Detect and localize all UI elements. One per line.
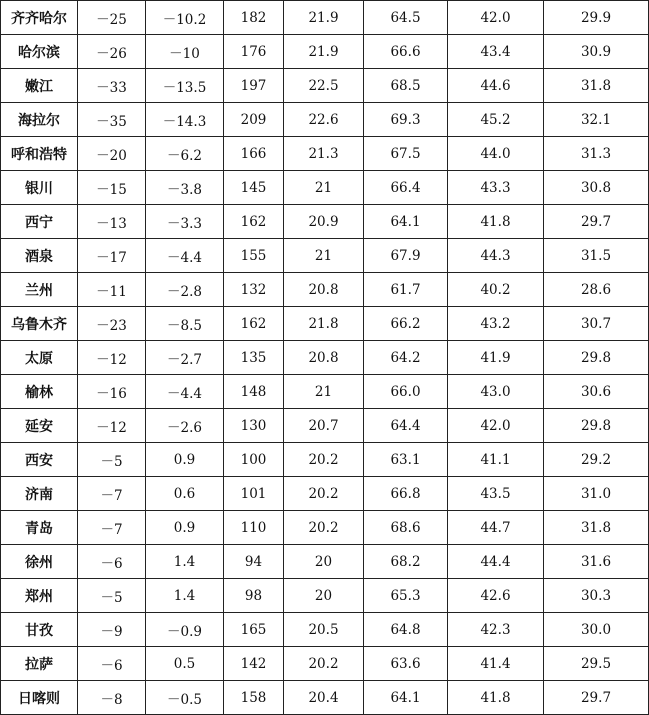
table-row [1,35,649,69]
value-cell: 43.4 [448,35,544,69]
table-body [1,1,649,715]
table-row [1,307,649,341]
value-cell: 100 [224,443,284,477]
value-cell: 20.2 [284,647,364,681]
value-cell: 31.5 [544,239,649,273]
value-cell: －5 [78,579,146,613]
value-cell: 20.8 [284,273,364,307]
city-name-cell: 酒泉 [1,239,78,273]
value-cell: 21 [284,375,364,409]
table-row [1,239,649,273]
value-cell: －8.5 [146,307,224,341]
value-cell: 31.3 [544,137,649,171]
value-cell: 42.0 [448,409,544,443]
table-row [1,579,649,613]
value-cell: 63.6 [364,647,448,681]
city-name-cell: 徐州 [1,545,78,579]
value-cell: 42.3 [448,613,544,647]
value-cell: 66.0 [364,375,448,409]
value-cell: 29.7 [544,205,649,239]
value-cell: 61.7 [364,273,448,307]
city-name-cell: 青岛 [1,511,78,545]
value-cell: 31.8 [544,69,649,103]
value-cell: －6 [78,647,146,681]
city-name-cell: 银川 [1,171,78,205]
value-cell: 21 [284,239,364,273]
value-cell: －13 [78,205,146,239]
value-cell: 31.6 [544,545,649,579]
city-name-cell: 太原 [1,341,78,375]
value-cell: 43.2 [448,307,544,341]
value-cell: 29.7 [544,681,649,715]
value-cell: －10.2 [146,1,224,35]
value-cell: 64.1 [364,681,448,715]
value-cell: 20.4 [284,681,364,715]
value-cell: 66.2 [364,307,448,341]
value-cell: 42.6 [448,579,544,613]
value-cell: 21.9 [284,1,364,35]
table-row [1,171,649,205]
value-cell: 44.0 [448,137,544,171]
value-cell: 41.8 [448,205,544,239]
value-cell: －13.5 [146,69,224,103]
value-cell: 182 [224,1,284,35]
value-cell: 148 [224,375,284,409]
value-cell: 45.2 [448,103,544,137]
value-cell: －2.6 [146,409,224,443]
value-cell: 1.4 [146,545,224,579]
value-cell: 0.6 [146,477,224,511]
table-row [1,545,649,579]
value-cell: 66.4 [364,171,448,205]
value-cell: 155 [224,239,284,273]
value-cell: 162 [224,205,284,239]
value-cell: －33 [78,69,146,103]
value-cell: 0.9 [146,511,224,545]
value-cell: 165 [224,613,284,647]
value-cell: 209 [224,103,284,137]
value-cell: －20 [78,137,146,171]
value-cell: 41.8 [448,681,544,715]
value-cell: －11 [78,273,146,307]
value-cell: 135 [224,341,284,375]
value-cell: 64.2 [364,341,448,375]
value-cell: 20.8 [284,341,364,375]
value-cell: 28.6 [544,273,649,307]
value-cell: 130 [224,409,284,443]
value-cell: 0.9 [146,443,224,477]
value-cell: 67.9 [364,239,448,273]
value-cell: －0.9 [146,613,224,647]
value-cell: 20.5 [284,613,364,647]
value-cell: 20.7 [284,409,364,443]
city-name-cell: 呼和浩特 [1,137,78,171]
city-name-cell: 西宁 [1,205,78,239]
city-name-cell: 郑州 [1,579,78,613]
value-cell: 21.3 [284,137,364,171]
value-cell: 43.5 [448,477,544,511]
value-cell: 20.2 [284,443,364,477]
value-cell: 94 [224,545,284,579]
value-cell: －16 [78,375,146,409]
city-name-cell: 甘孜 [1,613,78,647]
value-cell: 30.3 [544,579,649,613]
table-row [1,443,649,477]
table-row [1,613,649,647]
value-cell: 31.0 [544,477,649,511]
value-cell: 40.2 [448,273,544,307]
value-cell: 29.8 [544,341,649,375]
value-cell: －0.5 [146,681,224,715]
value-cell: 22.5 [284,69,364,103]
value-cell: 197 [224,69,284,103]
value-cell: 65.3 [364,579,448,613]
table-row [1,273,649,307]
table-row [1,647,649,681]
city-name-cell: 海拉尔 [1,103,78,137]
table-row [1,69,649,103]
value-cell: 64.1 [364,205,448,239]
value-cell: 41.9 [448,341,544,375]
city-name-cell: 日喀则 [1,681,78,715]
value-cell: 63.1 [364,443,448,477]
value-cell: －2.8 [146,273,224,307]
value-cell: －8 [78,681,146,715]
value-cell: 21.9 [284,35,364,69]
city-name-cell: 哈尔滨 [1,35,78,69]
table-row [1,477,649,511]
value-cell: 20.9 [284,205,364,239]
city-name-cell: 拉萨 [1,647,78,681]
table-row [1,375,649,409]
value-cell: 20.2 [284,477,364,511]
value-cell: 29.9 [544,1,649,35]
value-cell: 142 [224,647,284,681]
table-row [1,137,649,171]
value-cell: －5 [78,443,146,477]
value-cell: 30.9 [544,35,649,69]
value-cell: 44.7 [448,511,544,545]
table-row [1,511,649,545]
value-cell: 42.0 [448,1,544,35]
value-cell: 110 [224,511,284,545]
value-cell: 30.7 [544,307,649,341]
value-cell: －7 [78,477,146,511]
value-cell: 29.5 [544,647,649,681]
table-row [1,409,649,443]
value-cell: －35 [78,103,146,137]
value-cell: 30.0 [544,613,649,647]
value-cell: －17 [78,239,146,273]
value-cell: －6 [78,545,146,579]
value-cell: 31.8 [544,511,649,545]
value-cell: 44.6 [448,69,544,103]
value-cell: 20 [284,579,364,613]
value-cell: －15 [78,171,146,205]
table-row [1,1,649,35]
value-cell: 68.6 [364,511,448,545]
value-cell: 22.6 [284,103,364,137]
value-cell: －12 [78,341,146,375]
value-cell: 145 [224,171,284,205]
city-name-cell: 齐齐哈尔 [1,1,78,35]
table-row [1,205,649,239]
value-cell: －4.4 [146,375,224,409]
value-cell: 68.2 [364,545,448,579]
city-name-cell: 榆林 [1,375,78,409]
value-cell: －14.3 [146,103,224,137]
value-cell: 0.5 [146,647,224,681]
value-cell: 43.0 [448,375,544,409]
value-cell: 66.6 [364,35,448,69]
value-cell: 64.5 [364,1,448,35]
value-cell: 30.6 [544,375,649,409]
value-cell: －4.4 [146,239,224,273]
value-cell: 69.3 [364,103,448,137]
value-cell: 158 [224,681,284,715]
value-cell: －6.2 [146,137,224,171]
value-cell: －2.7 [146,341,224,375]
city-name-cell: 乌鲁木齐 [1,307,78,341]
value-cell: －23 [78,307,146,341]
value-cell: 64.4 [364,409,448,443]
city-name-cell: 西安 [1,443,78,477]
value-cell: －7 [78,511,146,545]
value-cell: 29.2 [544,443,649,477]
value-cell: 43.3 [448,171,544,205]
value-cell: 176 [224,35,284,69]
value-cell: 66.8 [364,477,448,511]
value-cell: 32.1 [544,103,649,137]
value-cell: －3.3 [146,205,224,239]
value-cell: 162 [224,307,284,341]
value-cell: 44.4 [448,545,544,579]
value-cell: 20.2 [284,511,364,545]
value-cell: 21.8 [284,307,364,341]
value-cell: 21 [284,171,364,205]
value-cell: 44.3 [448,239,544,273]
value-cell: 98 [224,579,284,613]
table-row [1,681,649,715]
city-name-cell: 兰州 [1,273,78,307]
table-row [1,103,649,137]
value-cell: 68.5 [364,69,448,103]
value-cell: －3.8 [146,171,224,205]
value-cell: －12 [78,409,146,443]
value-cell: －9 [78,613,146,647]
value-cell: －25 [78,1,146,35]
value-cell: 30.8 [544,171,649,205]
value-cell: 166 [224,137,284,171]
value-cell: 1.4 [146,579,224,613]
value-cell: －10 [146,35,224,69]
value-cell: 132 [224,273,284,307]
city-name-cell: 嫩江 [1,69,78,103]
table-row [1,341,649,375]
value-cell: 41.4 [448,647,544,681]
city-name-cell: 济南 [1,477,78,511]
value-cell: 64.8 [364,613,448,647]
value-cell: 29.8 [544,409,649,443]
value-cell: 41.1 [448,443,544,477]
value-cell: 67.5 [364,137,448,171]
city-name-cell: 延安 [1,409,78,443]
value-cell: 101 [224,477,284,511]
value-cell: －26 [78,35,146,69]
value-cell: 20 [284,545,364,579]
